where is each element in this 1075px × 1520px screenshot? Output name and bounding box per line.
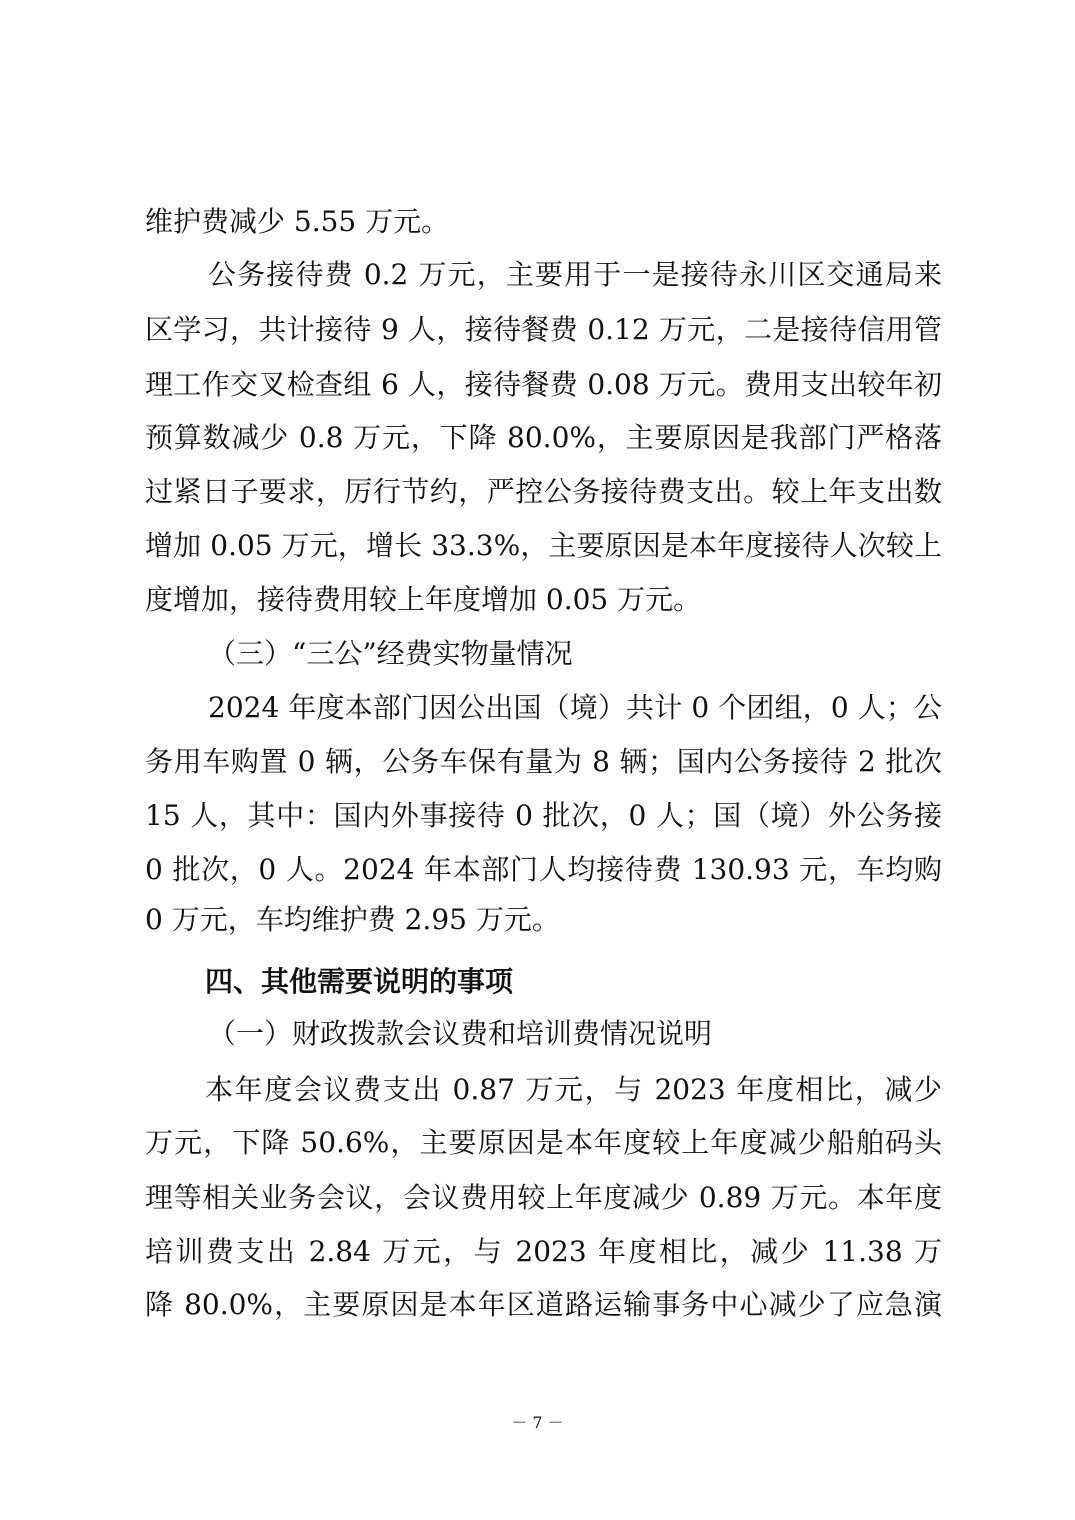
text-line: 本年度会议费支出 0.87 万元，与 2023 年度相比，减少 bbox=[205, 1073, 942, 1106]
text-line: 区学习，共计接待 9 人，接待餐费 0.12 万元，二是接待信用管 bbox=[145, 313, 942, 346]
text-line: 降 80.0%，主要原因是本年区道路运输事务中心减少了应急演 bbox=[145, 1288, 942, 1321]
text-line: 过紧日子要求，厉行节约，严控公务接待费支出。较上年支出数 bbox=[145, 475, 942, 508]
text-line: 维护费减少 5.55 万元。 bbox=[145, 205, 450, 238]
text-line: 0 批次，0 人。2024 年本部门人均接待费 130.93 元，车均购 bbox=[145, 853, 942, 886]
text-line: 增加 0.05 万元，增长 33.3%，主要原因是本年度接待人次较上 bbox=[145, 529, 942, 562]
text-line: 万元，下降 50.6%，主要原因是本年度较上年度减少船舶码头 bbox=[145, 1126, 942, 1159]
text-line: 理工作交叉检查组 6 人，接待餐费 0.08 万元。费用支出较年初 bbox=[145, 368, 942, 401]
text-line: 0 万元，车均维护费 2.95 万元。 bbox=[145, 903, 560, 936]
subsection-heading-1: （一）财政拨款会议费和培训费情况说明 bbox=[208, 1017, 713, 1050]
text-line: 2024 年度本部门因公出国（境）共计 0 个团组，0 人；公 bbox=[208, 691, 942, 724]
text-line: 公务接待费 0.2 万元，主要用于一是接待永川区交通局来 bbox=[208, 258, 942, 291]
text-line: 预算数减少 0.8 万元，下降 80.0%，主要原因是我部门严格落 bbox=[145, 421, 942, 454]
section-heading-4: 四、其他需要说明的事项 bbox=[205, 965, 514, 998]
page-number: － 7 － bbox=[511, 1413, 564, 1432]
text-line: 务用车购置 0 辆，公务车保有量为 8 辆；国内公务接待 2 批次 bbox=[145, 745, 942, 778]
text-line: 度增加，接待费用较上年度增加 0.05 万元。 bbox=[145, 583, 702, 616]
section-heading-3: （三）“三公”经费实物量情况 bbox=[208, 637, 573, 670]
text-line: 理等相关业务会议，会议费用较上年度减少 0.89 万元。本年度 bbox=[145, 1181, 942, 1214]
text-line: 15 人，其中：国内外事接待 0 批次，0 人；国（境）外公务接 bbox=[145, 799, 942, 832]
text-line: 培训费支出 2.84 万元，与 2023 年度相比，减少 11.38 万 bbox=[145, 1235, 942, 1268]
